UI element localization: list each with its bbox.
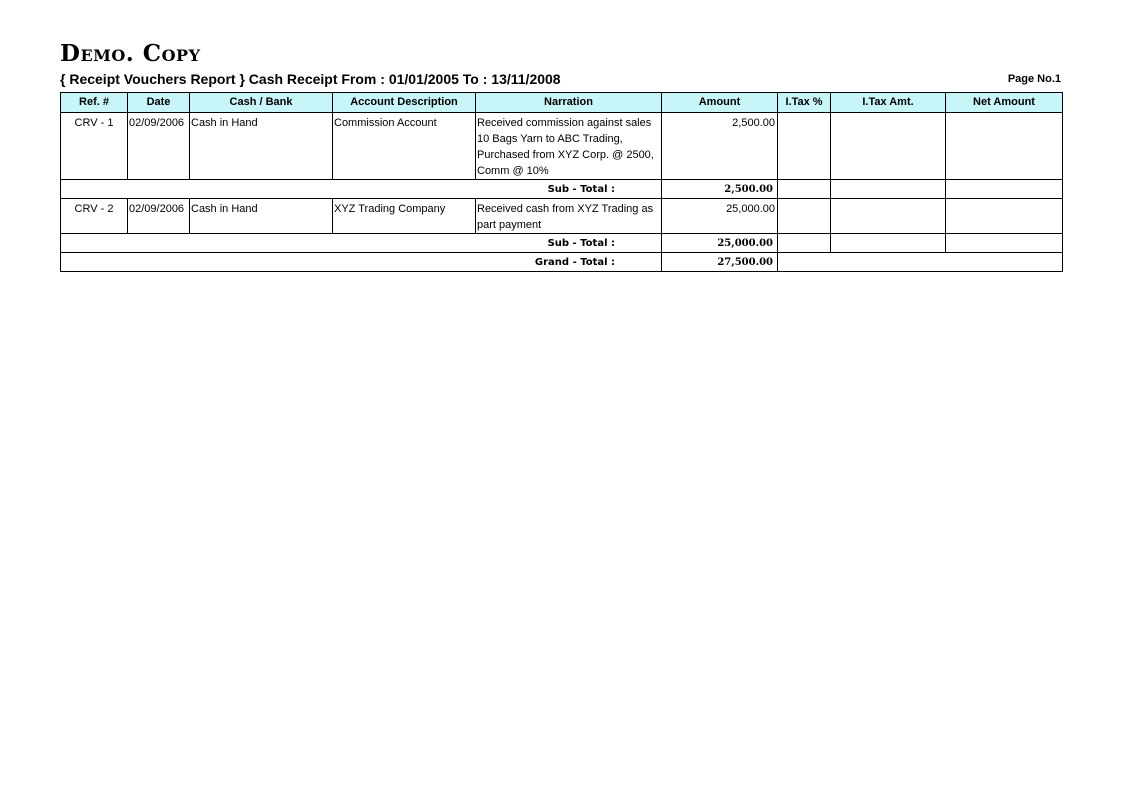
col-header-net-amount: Net Amount (946, 93, 1063, 113)
cell-narration: Received commission against sales 10 Bags Yarn to ABC Trading, Purchased from XYZ Corp. @ 2500, Comm @ 10% (476, 113, 662, 180)
cell-account: XYZ Trading Company (333, 199, 476, 234)
cell-ref: CRV - 2 (61, 199, 128, 234)
report-title-range: Cash Receipt From : 01/01/2005 To : 13/11/2008 (244, 71, 561, 87)
subtotal-row (61, 180, 1063, 199)
report-title-name: { Receipt Vouchers Report } (60, 71, 245, 87)
col-header-amount: Amount (662, 93, 778, 113)
table-row (61, 199, 1063, 234)
grand-total-amount: 27,500.00 (662, 253, 778, 272)
grand-total-label: Grand - Total : (61, 253, 662, 272)
subtotal-itax-amt (831, 234, 946, 253)
cell-amount: 2,500.00 (662, 113, 778, 180)
col-header-cash-bank: Cash / Bank (190, 93, 333, 113)
col-header-ref: Ref. # (61, 93, 128, 113)
col-header-itax-amt: I.Tax Amt. (831, 93, 946, 113)
col-header-account-description: Account Description (333, 93, 476, 113)
table-header-row (61, 93, 1063, 113)
cell-cash-bank: Cash in Hand (190, 113, 333, 180)
subtotal-amount: 2,500.00 (662, 180, 778, 199)
cell-ref: CRV - 1 (61, 113, 128, 180)
subtotal-net-amount (946, 234, 1063, 253)
cell-amount: 25,000.00 (662, 199, 778, 234)
subtotal-label: Sub - Total : (61, 180, 662, 199)
receipt-vouchers-table (60, 92, 1063, 272)
cell-cash-bank: Cash in Hand (190, 199, 333, 234)
cell-net-amount (946, 199, 1063, 234)
cell-itax-pct (778, 199, 831, 234)
cell-narration: Received cash from XYZ Trading as part payment (476, 199, 662, 234)
subtotal-itax-amt (831, 180, 946, 199)
cell-itax-pct (778, 113, 831, 180)
subtotal-net-amount (946, 180, 1063, 199)
subtotal-label: Sub - Total : (61, 234, 662, 253)
subtotal-itax-pct (778, 180, 831, 199)
cell-itax-amt (831, 199, 946, 234)
subtotal-itax-pct (778, 234, 831, 253)
grand-total-blank (778, 253, 1063, 272)
demo-copy-label: Demo. Copy (60, 40, 201, 67)
grand-total-row (61, 253, 1063, 272)
page-number: Page No.1 (1007, 73, 1061, 85)
col-header-itax-pct: I.Tax % (778, 93, 831, 113)
table-row (61, 113, 1063, 180)
report-title (60, 71, 561, 87)
cell-account: Commission Account (333, 113, 476, 180)
col-header-date: Date (128, 93, 190, 113)
cell-itax-amt (831, 113, 946, 180)
subtotal-row (61, 234, 1063, 253)
col-header-narration: Narration (476, 93, 662, 113)
subtotal-amount: 25,000.00 (662, 234, 778, 253)
cell-net-amount (946, 113, 1063, 180)
cell-date: 02/09/2006 (128, 113, 190, 180)
cell-date: 02/09/2006 (128, 199, 190, 234)
